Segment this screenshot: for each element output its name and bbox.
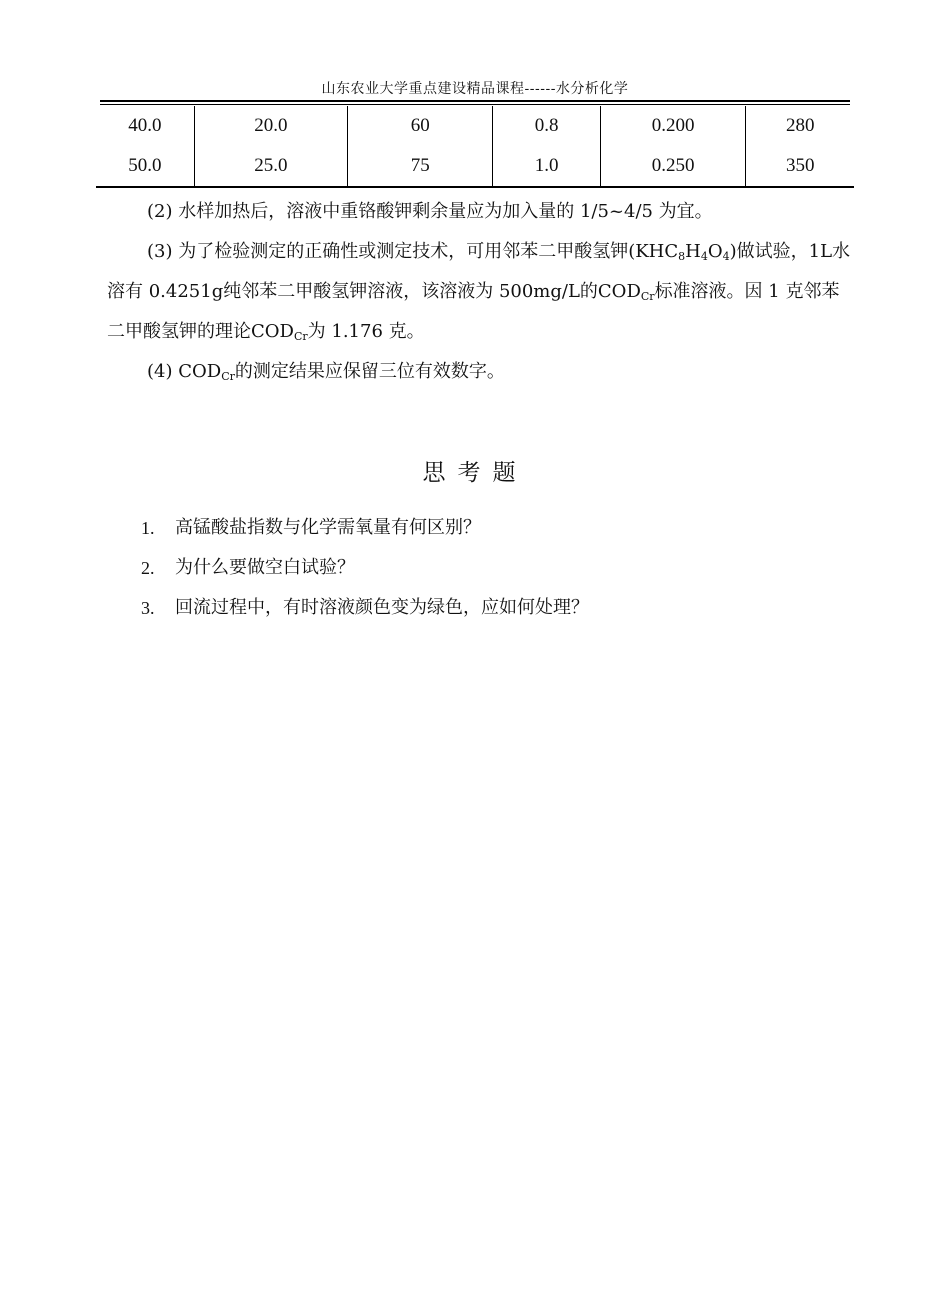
- list-item: [141, 588, 841, 628]
- table-cell: 60: [348, 106, 493, 146]
- page-header: 山东农业大学重点建设精品课程------水分析化学: [321, 81, 629, 97]
- section-title: 思考题: [422, 460, 528, 486]
- question-number: 2.: [141, 558, 155, 578]
- table-row: [96, 106, 854, 146]
- table-row: [96, 146, 854, 187]
- table-cell: 0.8: [493, 106, 601, 146]
- question-text: 回流过程中，有时溶液颜色变为绿色，应如何处理？: [175, 597, 589, 618]
- list-item: [141, 548, 841, 588]
- question-number: 3.: [141, 598, 155, 618]
- question-text: 高锰酸盐指数与化学需氧量有何区别？: [175, 517, 481, 538]
- list-item: [141, 508, 841, 548]
- table-cell: 20.0: [194, 106, 347, 146]
- note-3: (3) 为了检验测定的正确性或测定技术，可用邻苯二甲酸氢钾$(KHC_8H_4O_4)$做试验，1L水溶有 0.4251g纯邻苯二甲酸氢钾溶液，该溶液为 500mg/L的$COD_{Cr}$标准溶液。因 1 克邻苯二甲酸氢钾的理论$COD_{Cr}$为 1.176 克。: [107, 241, 851, 343]
- table-cell: 350: [746, 146, 854, 187]
- header-rule-thick: [100, 100, 850, 102]
- table-cell: 0.250: [600, 146, 745, 187]
- table-cell: 0.200: [600, 106, 745, 146]
- notes-section: [107, 192, 852, 392]
- header-rule-thin: [100, 104, 850, 105]
- question-text: 为什么要做空白试验？: [175, 557, 355, 578]
- data-table: [96, 106, 854, 188]
- question-list: [141, 508, 841, 628]
- table-cell: 75: [348, 146, 493, 187]
- question-number: 1.: [141, 518, 155, 538]
- table-cell: 40.0: [128, 115, 162, 136]
- table-cell: 1.0: [493, 146, 601, 187]
- table-cell: 25.0: [194, 146, 347, 187]
- note-2: (2) 水样加热后，溶液中重铬酸钾剩余量应为加入量的 1/5~4/5 为宜。: [147, 201, 713, 222]
- note-4: (4) $COD_{Cr}$的测定结果应保留三位有效数字。: [147, 361, 505, 383]
- table-cell: 280: [746, 106, 854, 146]
- table-cell: 50.0: [96, 146, 194, 187]
